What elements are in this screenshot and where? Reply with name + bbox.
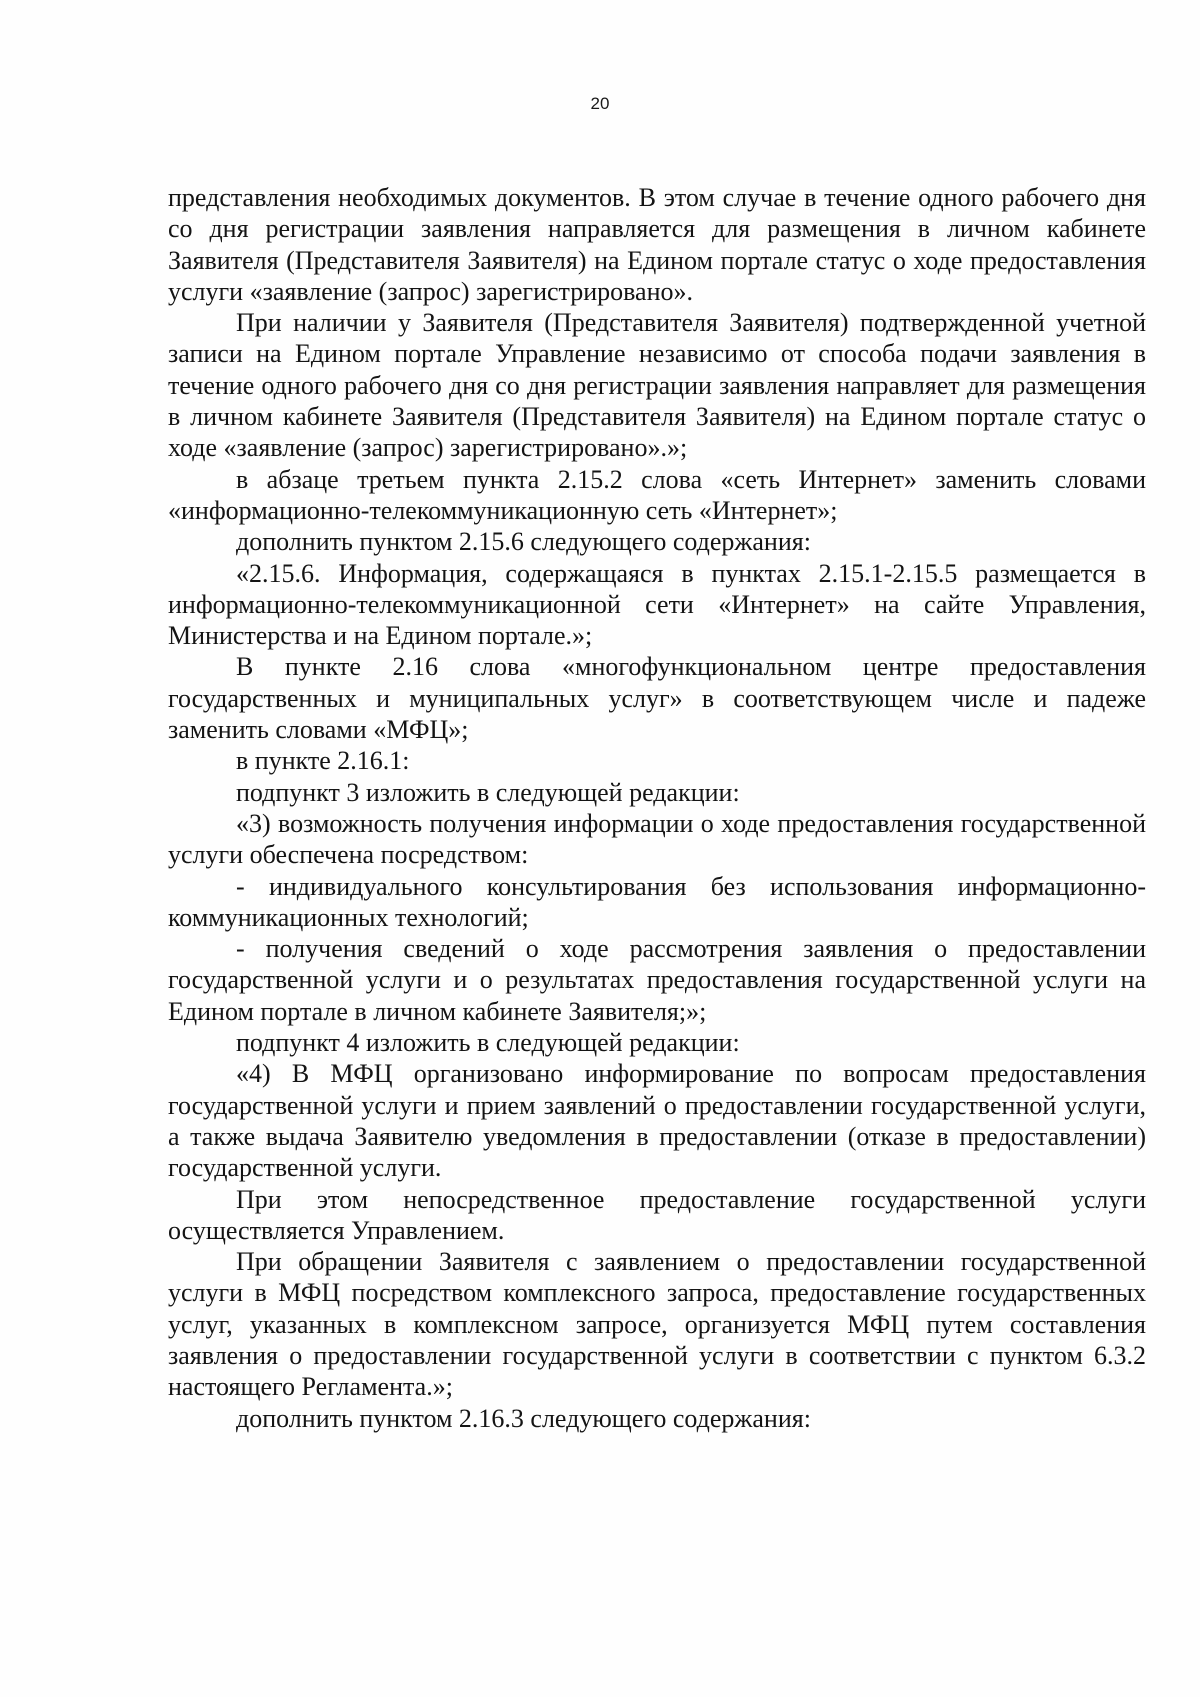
paragraph: в пункте 2.16.1: — [236, 746, 410, 776]
paragraph: дополнить пунктом 2.15.6 следующего содержания: — [236, 527, 811, 557]
paragraph: дополнить пунктом 2.16.3 следующего содержания: — [236, 1403, 811, 1433]
paragraph: При наличии у Заявителя (Представителя Заявителя) подтвержденной учетной записи на Едином портале Управление независимо от способа подачи заявления в течение одного рабочего дня со дня регистрации заявления направляет для размещения в личном кабинете Заявителя (Представителя Заявителя) на Едином портале статус о ходе «заявление (запрос) зарегистрировано».»; — [168, 308, 1146, 463]
paragraph: При этом непосредственное предоставление государственной услуги осуществляется Управлением. — [168, 1184, 1146, 1245]
paragraph: «2.15.6. Информация, содержащаяся в пунктах 2.15.1-2.15.5 размещается в информационно-телекоммуникационной сети «Интернет» на сайте Управления, Министерства и на Едином портале.»; — [168, 558, 1146, 651]
paragraph: - получения сведений о ходе рассмотрения заявления о предоставлении государственной услуги и о результатах предоставления государственной услуги на Едином портале в личном кабинете Заявителя;»; — [168, 934, 1146, 1026]
paragraph: - индивидуального консультирования без использования информационно-коммуникационных технологий; — [168, 871, 1146, 932]
paragraph: в абзаце третьем пункта 2.15.2 слова «сеть Интернет» заменить словами «информационно-телекоммуникационную сеть «Интернет»; — [168, 464, 1146, 525]
page-number: 20 — [590, 94, 610, 113]
document-body — [168, 182, 1146, 1434]
paragraph: В пункте 2.16 слова «многофункциональном центре предоставления государственных и муниципальных услуг» в соответствующем числе и падеже заменить словами «МФЦ»; — [168, 652, 1146, 745]
paragraph: При обращении Заявителя с заявлением о предоставлении государственной услуги в МФЦ посредством комплексного запроса, предоставление государственных услуг, указанных в комплексном запросе, организуется МФЦ путем составления заявления о предоставлении государственной услуги в соответствии с пунктом 6.3.2 настоящего Регламента.»; — [168, 1247, 1146, 1402]
paragraph: подпункт 3 изложить в следующей редакции: — [236, 777, 740, 807]
paragraph: представления необходимых документов. В этом случае в течение одного рабочего дня со дня регистрации заявления направляется для размещения в личном кабинете Заявителя (Представителя Заявителя) на Едином портале статус о ходе предоставления услуги «заявление (запрос) зарегистрировано». — [168, 183, 1146, 306]
paragraph: «3) возможность получения информации о ходе предоставления государственной услуги обеспечена посредством: — [168, 808, 1146, 870]
paragraph: подпункт 4 изложить в следующей редакции: — [236, 1028, 740, 1058]
paragraph: «4) В МФЦ организовано информирование по вопросам предоставления государственной услуги и прием заявлений о предоставлении государственной услуги, а также выдача Заявителю уведомления в предоставлении (отказе в предоставлении) государственной услуги. — [168, 1059, 1146, 1183]
